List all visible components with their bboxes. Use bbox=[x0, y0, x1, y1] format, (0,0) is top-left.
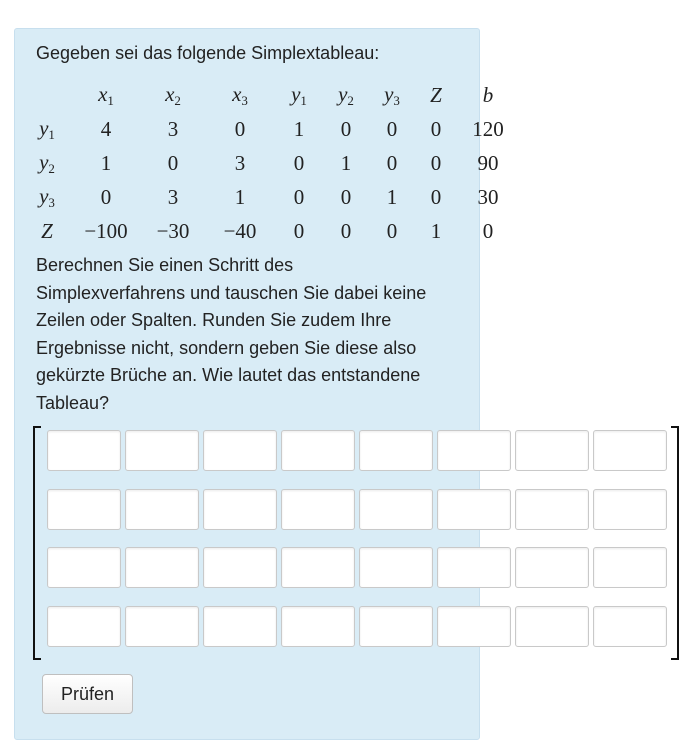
tableau-row bbox=[22, 180, 520, 214]
column-label bbox=[338, 82, 354, 106]
tableau-value-cell: 0 bbox=[340, 116, 352, 141]
answer-input[interactable] bbox=[203, 430, 277, 471]
column-label-base: x bbox=[98, 81, 108, 106]
tableau-value-cell: −40 bbox=[223, 218, 257, 243]
tableau-header-cell bbox=[206, 78, 274, 112]
tableau-header-cell bbox=[416, 78, 456, 112]
column-label-subscript: 2 bbox=[347, 92, 354, 108]
tableau-value-cell: 1 bbox=[293, 116, 305, 141]
tableau-value-cell: 3 bbox=[167, 116, 179, 141]
row-label-base: Z bbox=[41, 218, 53, 243]
row-label-subscript: 1 bbox=[48, 126, 55, 142]
check-button[interactable]: Prüfen bbox=[42, 674, 133, 714]
tableau-header-row bbox=[22, 78, 520, 112]
tableau-value-cell: 0 bbox=[386, 116, 398, 141]
answer-input[interactable] bbox=[203, 547, 277, 588]
column-label bbox=[384, 82, 400, 106]
column-label-base: y bbox=[291, 81, 301, 106]
tableau-value-cell: 1 bbox=[234, 184, 246, 209]
row-label bbox=[39, 184, 55, 208]
tableau-value-cell: 4 bbox=[100, 116, 112, 141]
tableau-value-cell: −30 bbox=[156, 218, 190, 243]
answer-input[interactable] bbox=[125, 489, 199, 530]
answer-input[interactable] bbox=[359, 430, 433, 471]
column-label bbox=[232, 82, 248, 106]
tableau-row-label-cell bbox=[22, 180, 72, 214]
column-label bbox=[165, 82, 181, 106]
row-label bbox=[41, 219, 53, 243]
column-label-subscript: 3 bbox=[241, 92, 248, 108]
tableau-value-cell: 0 bbox=[430, 150, 442, 175]
tableau-row bbox=[22, 112, 520, 146]
tableau-value-cell: 0 bbox=[100, 184, 112, 209]
answer-grid bbox=[47, 430, 667, 647]
column-label-base: x bbox=[232, 81, 242, 106]
column-label bbox=[291, 82, 307, 106]
question-text: Berechnen Sie einen Schritt des Simplexverfahrens und tauschen Sie dabei keine Zeilen oder Spalten. Runden Sie zudem Ihre Ergebnisse nicht, sondern geben Sie diese also gekürzte Brüche an. Wie lautet das entstandene Tableau? bbox=[36, 255, 427, 413]
tableau-row-label-cell bbox=[22, 112, 72, 146]
column-label-subscript: 1 bbox=[300, 92, 307, 108]
column-label-base: x bbox=[165, 81, 175, 106]
answer-input[interactable] bbox=[437, 547, 511, 588]
matrix-right-bracket bbox=[671, 426, 679, 660]
tableau-value-cell: 0 bbox=[293, 184, 305, 209]
answer-input[interactable] bbox=[593, 489, 667, 530]
tableau-header-cell bbox=[72, 78, 140, 112]
row-label-subscript: 2 bbox=[48, 160, 55, 176]
column-label-subscript: 2 bbox=[174, 92, 181, 108]
column-label-subscript: 1 bbox=[107, 92, 114, 108]
answer-input[interactable] bbox=[515, 547, 589, 588]
tableau-header-cell bbox=[274, 78, 324, 112]
column-label-base: y bbox=[338, 81, 348, 106]
tableau-value-cell: −100 bbox=[84, 218, 128, 243]
column-label-subscript: 3 bbox=[393, 92, 400, 108]
tableau-header-cell bbox=[368, 78, 416, 112]
answer-input[interactable] bbox=[437, 489, 511, 530]
answer-input[interactable] bbox=[437, 430, 511, 471]
answer-input[interactable] bbox=[593, 547, 667, 588]
tableau-value-cell: 0 bbox=[386, 218, 398, 243]
answer-input[interactable] bbox=[203, 606, 277, 647]
tableau-value-cell: 0 bbox=[234, 116, 246, 141]
answer-input[interactable] bbox=[281, 430, 355, 471]
tableau-value-cell: 30 bbox=[477, 184, 499, 209]
tableau-value-cell: 1 bbox=[430, 218, 442, 243]
answer-input[interactable] bbox=[359, 547, 433, 588]
answer-matrix bbox=[33, 426, 679, 660]
row-label-base: y bbox=[39, 183, 49, 208]
row-label-base: y bbox=[39, 149, 49, 174]
tableau-value-cell: 1 bbox=[100, 150, 112, 175]
tableau-header-cell bbox=[324, 78, 368, 112]
answer-input[interactable] bbox=[125, 606, 199, 647]
tableau-value-cell: 0 bbox=[293, 218, 305, 243]
answer-input[interactable] bbox=[359, 606, 433, 647]
answer-input[interactable] bbox=[515, 430, 589, 471]
tableau-value-cell: 120 bbox=[472, 116, 504, 141]
tableau-row bbox=[22, 214, 520, 248]
answer-input[interactable] bbox=[203, 489, 277, 530]
column-label bbox=[98, 82, 114, 106]
answer-input[interactable] bbox=[359, 489, 433, 530]
tableau-value-cell: 0 bbox=[293, 150, 305, 175]
column-label-base: y bbox=[384, 81, 394, 106]
tableau-value-cell: 0 bbox=[167, 150, 179, 175]
tableau-row-label-cell bbox=[22, 146, 72, 180]
tableau-value-cell: 1 bbox=[340, 150, 352, 175]
answer-input[interactable] bbox=[281, 606, 355, 647]
tableau-value-cell: 1 bbox=[386, 184, 398, 209]
column-label bbox=[430, 83, 442, 107]
tableau-value-cell: 0 bbox=[386, 150, 398, 175]
column-label bbox=[483, 83, 494, 107]
tableau-value-cell: 0 bbox=[430, 116, 442, 141]
answer-input[interactable] bbox=[515, 606, 589, 647]
tableau-value-cell: 0 bbox=[430, 184, 442, 209]
tableau-value-cell: 3 bbox=[234, 150, 246, 175]
intro-text: Gegeben sei das folgende Simplextableau: bbox=[36, 43, 380, 63]
row-label-base: y bbox=[39, 115, 49, 140]
answer-input[interactable] bbox=[47, 547, 121, 588]
tableau-value-cell: 90 bbox=[477, 150, 499, 175]
answer-input[interactable] bbox=[47, 606, 121, 647]
tableau-corner-cell bbox=[22, 78, 72, 112]
answer-input[interactable] bbox=[125, 430, 199, 471]
tableau-header-cell bbox=[456, 78, 520, 112]
tableau-value-cell: 3 bbox=[167, 184, 179, 209]
answer-input[interactable] bbox=[47, 430, 121, 471]
column-label-base: Z bbox=[430, 82, 442, 107]
answer-input[interactable] bbox=[515, 489, 589, 530]
tableau-header-cell bbox=[140, 78, 206, 112]
tableau-row-label-cell bbox=[22, 214, 72, 248]
tableau-value-cell: 0 bbox=[482, 218, 494, 243]
row-label-subscript: 3 bbox=[48, 194, 55, 210]
row-label bbox=[39, 116, 55, 140]
answer-input[interactable] bbox=[281, 547, 355, 588]
tableau-row bbox=[22, 146, 520, 180]
answer-input[interactable] bbox=[281, 489, 355, 530]
answer-input[interactable] bbox=[125, 547, 199, 588]
answer-input[interactable] bbox=[593, 430, 667, 471]
row-label bbox=[39, 150, 55, 174]
answer-input[interactable] bbox=[437, 606, 511, 647]
tableau-value-cell: 0 bbox=[340, 218, 352, 243]
answer-input[interactable] bbox=[47, 489, 121, 530]
matrix-left-bracket bbox=[33, 426, 41, 660]
column-label-base: b bbox=[482, 82, 494, 107]
simplex-tableau bbox=[22, 78, 520, 248]
tableau-value-cell: 0 bbox=[340, 184, 352, 209]
answer-input[interactable] bbox=[593, 606, 667, 647]
